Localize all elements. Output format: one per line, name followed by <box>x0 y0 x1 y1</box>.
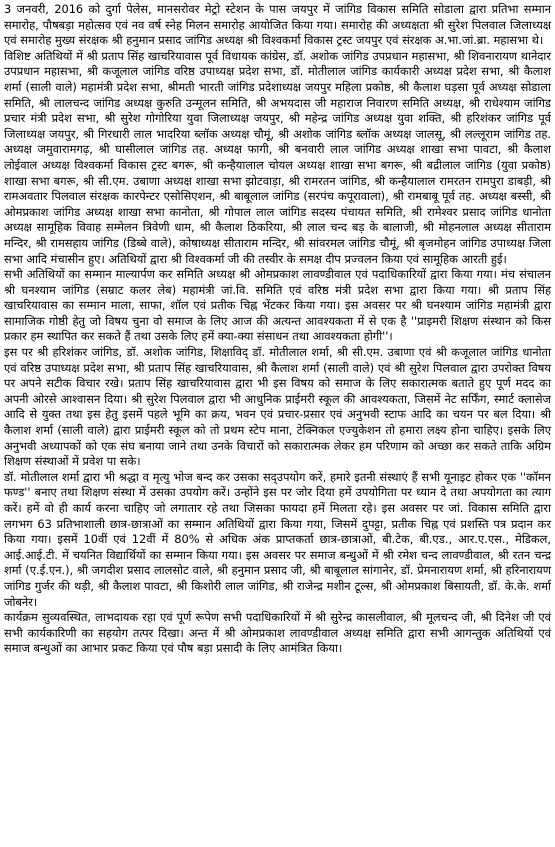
paragraph-felicitation: सभी अतिथियों का सम्मान माल्यार्पण कर समिति अध्यक्ष श्री ओमप्रकाश लावण्डीवाल एवं पदाधिकारियों द्वारा किया गया। मंच संचालन श्री घनश्याम जांगिड (सम्राट कलर लेब) महामंत्री जां.वि. समिति एवं वरिष्ठ मंत्री प्रदेश सभा द्वारा किया गया। श्री प्रताप सिंह खाचरियावास का सम्मान माला, साफा, शॉल एवं प्रतीक चिह्न भेंटकर किया गया। इस अवसर पर श्री घनश्याम जांगिड महामंत्री द्वारा सामाजिक गोष्ठी हेतु जो विषय चुना वो समाज के लिए आज की अत्यन्त आवश्यकता में से एक है ''प्राइमरी शिक्षण संस्थान को किस प्रकार हम स्थापित कर सकते हैं तथा उसके लिए हमें क्या-क्या संसाधन तथा आवश्यकता होगी''। <box>4 267 551 344</box>
paragraph-student-honours: डॉ. मोतीलाल शर्मा द्वारा भी श्रद्धा व मृत्यु भोज बन्द कर उसका सद्उपयोग करें, हमारे इतनी संस्थाएं हैं सभी यूनाइट होकर एक ''कॉमन फण्ड'' बनाए तथा शिक्षण संस्था में उसका उपयोग करें। उन्होंने इस पर जोर दिया हमें उपयोगिता पर ध्यान दे तथा अपयोगता का त्याग करें। हमें वो ही कार्य करना चाहिए जो लगातार रहे तथा जिसका फायदा हमें मिलता रहे। इस अवसर पर जां. विकास समिति द्वारा लगभग 63 प्रतिभाशाली छात्र-छात्राओं का सम्मान अतिथियों द्वारा किया गया, जिसमें दुपट्टा, प्रतीक चिह्न एवं प्रशस्ति पत्र प्रदान कर किया गया। इसमें 10वीं एवं 12वीं में 80% से अधिक अंक प्राप्तकर्ता छात्र-छात्राओं, बी.टेक, बी.एड., आर.ए.एस., मेडिकल, आई.आई.टी. में चयनित विद्यार्थियों का सम्मान किया गया। इस अवसर पर समाज बन्धुओं में श्री रमेश चन्द लावण्डीवाल, श्री रतन चन्द्र शर्मा (ए.ई.एन.), श्री जगदीश प्रसाद लालसोट वाले, श्री हनुमान प्रसाद जी, श्री बाबूलाल सांगानेर, डॉ. प्रेमनारायण शर्मा, श्री हरिनारायण जांगिड गुर्जर की थड़ी, श्री कैलाश पावटा, श्री किशोरी लाल जांगिड, श्री राजेन्द्र मशीन टूल्स, श्री ओमप्रकाश बिसायती, डॉ. के.के. शर्मा जोबनेर। <box>4 469 551 609</box>
paragraph-special-guests: विशिष्ट अतिथियों में श्री प्रताप सिंह खाचरियावास पूर्व विधायक कांग्रेस, डॉ. अशोक जांगिड उपप्रधान महासभा, श्री शिवनारायण थानेदार उपप्रधान महासभा, श्री कजूलाल जांगिड वरिष्ठ उपाध्यक्ष प्रदेश सभा, डॉ. मोतीलाल जांगिड कार्यकारी अध्यक्ष प्रदेश सभा, श्री कैलाश शर्मा (साली वाले) महामंत्री प्रदेश सभा, श्रीमती भारती जांगिड प्रदेशाध्यक्ष जयपुर महिला प्रकोष्ठ, श्री कैलाश घड़सा पूर्व अध्यक्ष सोडाला समिति, श्री लालचन्द जांगिड अध्यक्ष कुरुति उन्मूलन समिति, श्री अभयदास जी महाराज निवारण समिति अध्यक्ष, श्री राधेश्याम जांगिड प्रचार मंत्री प्रदेश सभा, श्री सुरेश गोगोरिया युवा जिलाध्यक्ष जयपुर, श्री महेन्द्र जांगिड अध्यक्ष युवा शक्ति, श्री हरिशंकर जांगिड पूर्व जिलाध्यक्ष जयपुर, श्री गिरधारी लाल भादरिया ब्लॉक अध्यक्ष चौमूं, श्री अशोक जांगिड ब्लॉक अध्यक्ष जालसू, श्री लल्लूराम जांगिड तह. अध्यक्ष जमुवारामगढ़, श्री घासीलाल जांगिड तह. अध्यक्ष फागी, श्री बनवारी लाल जांगिड अध्यक्ष शाखा सभा पावटा, श्री कैलाश लोईवाल अध्यक्ष विश्वकर्मा विकास ट्रस्ट बगरू, श्री कन्हैयालाल चोयल अध्यक्ष शाखा सभा बगरू, श्री बद्रीलाल जांगिड (युवा प्रकोष्ठ) शाखा सभा बगरू, श्री सी.एम. उबाणा अध्यक्ष शाखा सभा झोटवाड़ा, श्री रामरतन जांगिड, श्री कन्हैयालाल रामरतन रामपुरा डाबड़ी, श्री रामअवतार पिलवाल संरक्षक कारपेन्टर एसोसिएशन, श्री बाबूलाल जांगिड (सरपंच कपूरावाला), श्री रामबाबू पूर्व तह. अध्यक्ष बस्सी, श्री ओमप्रकाश जांगिड अध्यक्ष शाखा सभा कानोता, श्री गोपाल लाल जांगिड सदस्य पंचायत समिति, श्री रामेश्वर प्रसाद जांगिड धानोता अध्यक्ष सामूहिक विवाह सम्मेलन त्रिवेणी धाम, श्री कैलाश ठिकरिया, श्री लाल चन्द बड़ के बालाजी, श्री मोहनलाल अध्यक्ष सीताराम मन्दिर, श्री रामसहाय जांगिड (डिब्बे वाले), कोषाध्यक्ष सीताराम मन्दिर, श्री सांवरमल जांगिड चौमूं, श्री बृजमोहन जांगिड उपाध्यक्ष जिला सभा आदि मंचासीन हुए। अतिथियों द्वारा श्री विश्वकर्मा जी की तस्वीर के समक्ष दीप प्रज्वलन किया एवं सामूहिक आरती हुई। <box>4 48 551 266</box>
paragraph-closing: कार्यक्रम सुव्यवस्थित, लाभदायक रहा एवं पूर्ण रूपेण सभी पदाधिकारियों में श्री सुरेन्द्र कासलीवाल, श्री मूलचन्द जी, श्री दिनेश जी एवं सभी कार्यकारिणी का सहयोग तत्पर दिखा। अन्त में श्री ओमप्रकाश लावण्डीवाल अध्यक्ष समिति द्वारा सभी आगन्तुक अतिथियों एवं समाज बन्धुओं का आभार प्रकट किया एवं पौष बड़ा प्रसादी के लिए आमंत्रित किया। <box>4 610 551 656</box>
paragraph-event-intro: 3 जनवरी, 2016 को दुर्गा पेलेस, मानसरोवर मेट्रो स्टेशन के पास जयपुर में जांगिड विकास समिति सोडाला द्वारा प्रतिभा सम्मान समारोह, पौषबड़ा महोत्सव एवं नव वर्ष स्नेह मिलन समारोह आयोजित किया गया। समारोह की अध्यक्षता श्री सुरेश पिलवाल जिलाध्यक्ष एवं समारोह मुख्य संरक्षक श्री हनुमान प्रसाद जांगिड अध्यक्ष श्री विश्वकर्मा विकास ट्रस्ट जयपुर एवं संरक्षक अ.भा.जां.ब्रा. महासभा थे। <box>4 2 551 48</box>
paragraph-discussion: इस पर श्री हरिशंकर जांगिड, डॉ. अशोक जांगिड, शिक्षाविद् डॉ. मोतीलाल शर्मा, श्री सी.एम. उबाणा एवं श्री कजूलाल जांगिड धानोता एवं वरिष्ठ उपाध्यक्ष प्रदेश सभा, श्री प्रताप सिंह खाचरियावास, श्री कैलाश शर्मा (साली वाले) एवं श्री सुरेश पिलवाल द्वारा उपरोक्त विषय पर अपने सटीक विचार रखे। प्रताप सिंह खाचरियावास द्वारा भी इस विषय को समाज के लिए सकारात्मक बताते हुए पूर्ण मदद का अपनी ओरसे आश्वासन दिया। श्री सुरेश पिलवाल द्वारा भी आधुनिक प्राईमरी स्कूल की आवश्यकता, जिसमें नेट सर्फिंग, स्मार्ट क्लासेज आदि से युक्त तथा इस हेतु इसमें पहले भूमि का क्रय, भवन एवं प्रचार-प्रसार एवं अनुभवी स्टाफ आदि का चयन पर बल दिया। श्री कैलाश शर्मा (साली वाले) द्वारा प्राईमरी स्कूल को तो प्रथम स्टेप माना, टेक्निकल एज्युकेशन तो हमारा लक्ष्य होना चाहिए। इसके लिए अनुभवी अध्यापकों को एक संघ बनाया जाने तथा उनके विचारों को सकारात्मक लेकर हम परिणाम को अच्छा कर सकते ताकि अग्रिम शिक्षण संस्थाओं में प्रवेश पा सके। <box>4 345 551 469</box>
